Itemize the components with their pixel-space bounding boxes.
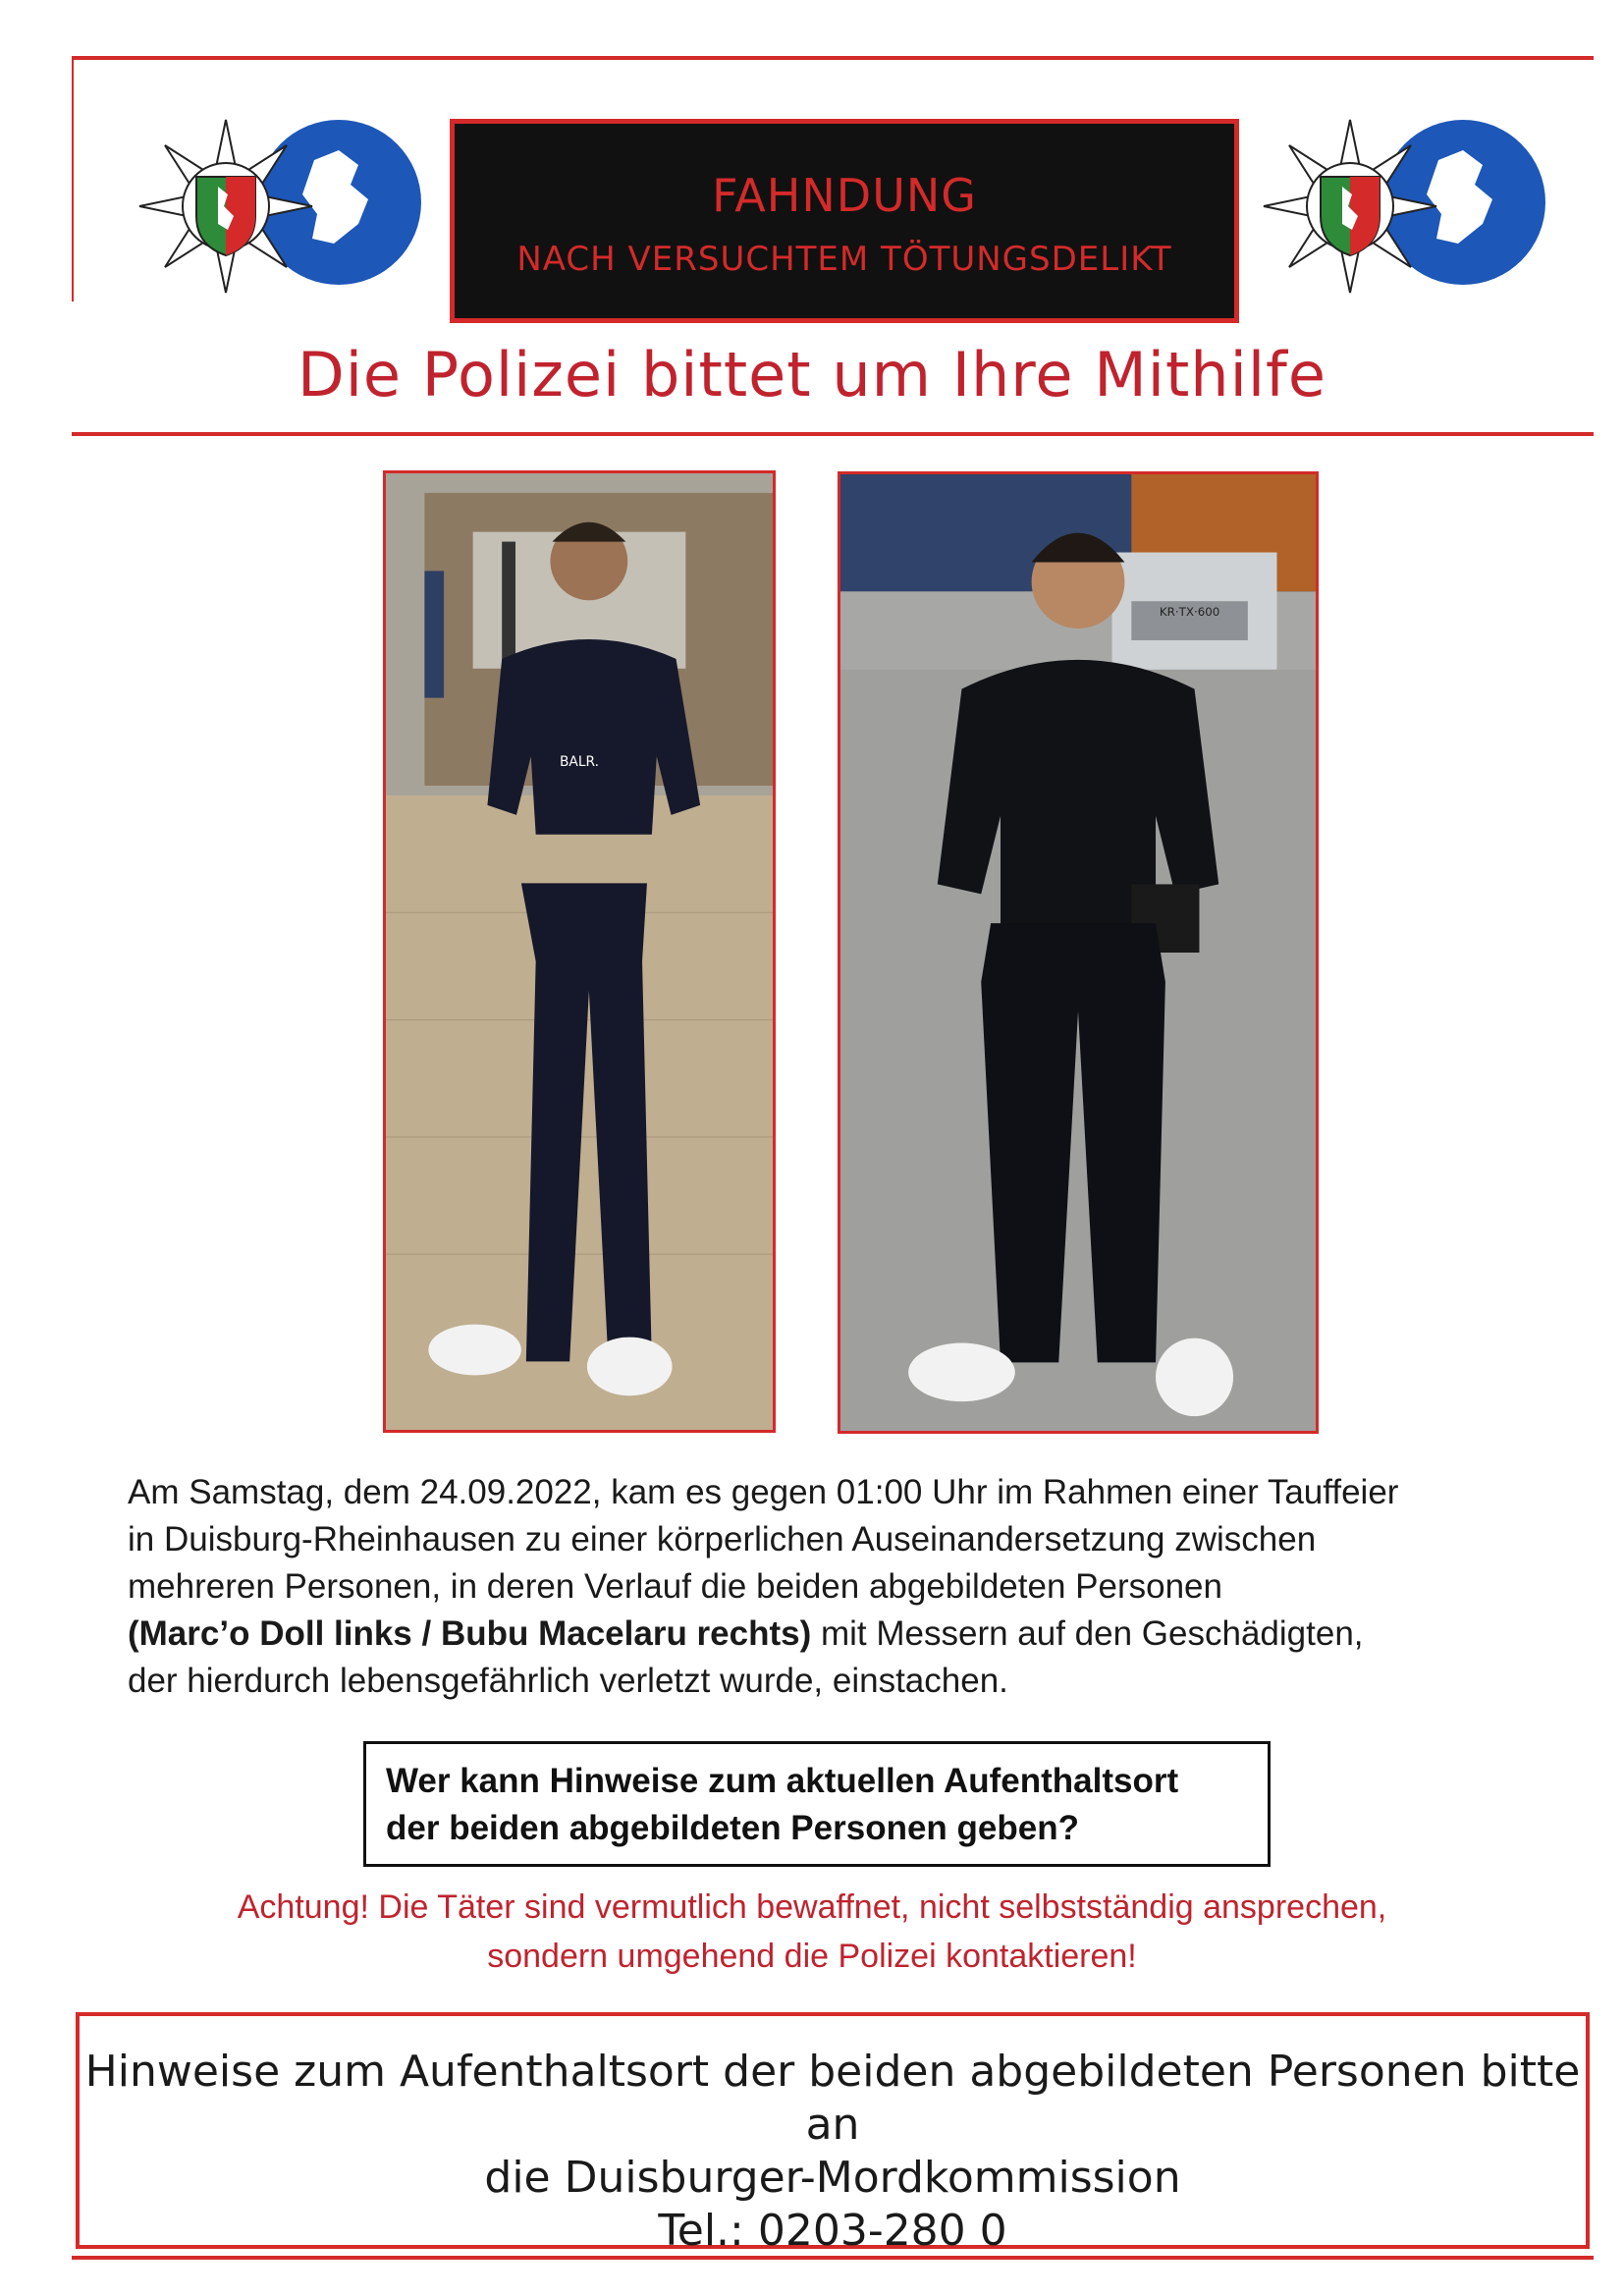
header-subtitle: NACH VERSUCHTEM TÖTUNGSDELIKT [516,240,1172,279]
header-title: FAHNDUNG [712,169,977,222]
suspect-photo-left [383,470,776,1433]
police-nrw-emblem-icon [137,116,422,302]
police-emblem-right [1262,116,1546,302]
description-line [128,1611,1551,1658]
warning-notice [0,1883,1624,1981]
contact-line: Hinweise zum Aufenthaltsort der beiden abgebildeten Personen bitte an [84,2047,1581,2150]
warning-line: sondern umgehend die Polizei kontaktieren! [487,1938,1137,1975]
top-rule [72,56,1594,60]
description-line-rest: mit Messern auf den Geschädigten, [811,1614,1364,1653]
question-line: Wer kann Hinweise zum aktuellen Aufenthaltsort [386,1762,1179,1800]
description-line: in Duisburg-Rheinhausen zu einer körperlichen Auseinandersetzung zwischen [128,1520,1317,1558]
incident-description [128,1469,1551,1705]
suspect-names: (Marc’o Doll links / Bubu Macelaru rechts) [128,1614,812,1653]
contact-phone: Tel.: 0203-280 0 [658,2206,1007,2256]
police-nrw-emblem-icon [1262,116,1546,302]
question-box [363,1741,1271,1867]
description-line: der hierdurch lebensgefährlich verletzt wurde, einstachen. [128,1662,1008,1700]
left-margin-rule [72,56,74,301]
contact-box [76,2012,1590,2256]
wanted-header [450,119,1239,323]
appeal-heading: Die Polizei bittet um Ihre Mithilfe [297,339,1327,410]
question-line: der beiden abgebildeten Personen geben? [386,1809,1079,1847]
warning-line: Achtung! Die Täter sind vermutlich bewaffnet, nicht selbstständig ansprechen, [237,1888,1387,1926]
contact-line: die Duisburger-Mordkommission [484,2153,1181,2203]
description-line: Am Samstag, dem 24.09.2022, kam es gegen 01:00 Uhr im Rahmen einer Tauffeier [128,1473,1399,1511]
car-plate: KR·TX·600 [1159,605,1220,620]
header-bottom-rule [72,432,1594,436]
description-line: mehreren Personen, in deren Verlauf die beiden abgebildeten Personen [128,1567,1222,1606]
suspect-photo-right [838,471,1319,1434]
tshirt-print: BALR. [559,754,600,771]
police-emblem-left [137,116,422,302]
